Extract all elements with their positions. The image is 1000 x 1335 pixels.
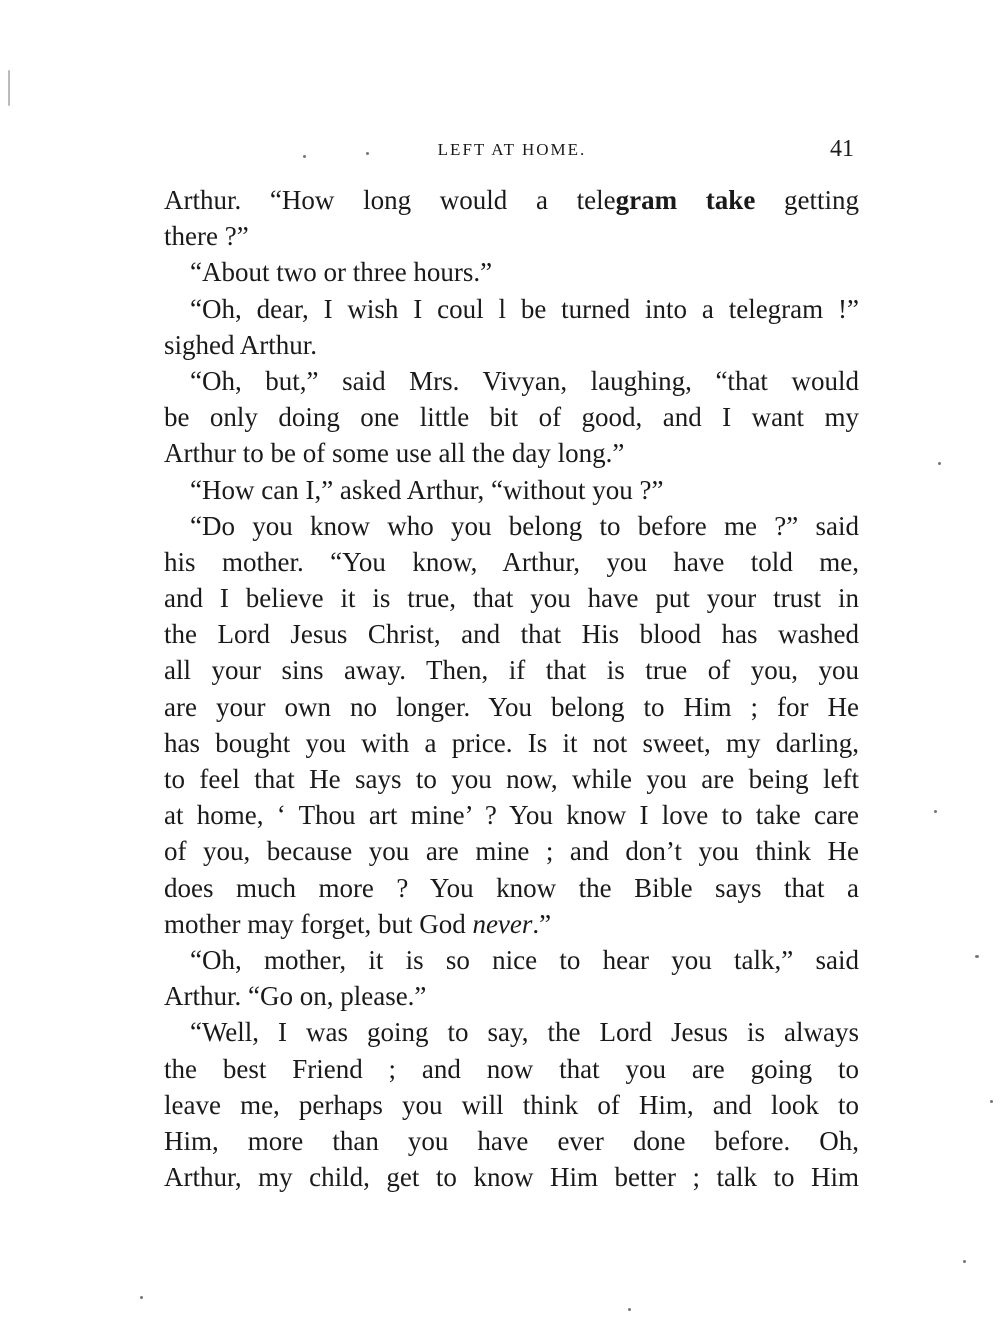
text-line: mother may forget, but God never.” [164,908,552,939]
text-line: “How can I,” asked Arthur, “without you ?” [190,474,664,505]
text-line: “Do you know who you belong to before me ?” said [190,510,859,541]
scan-speck [628,1308,631,1311]
text-line: to feel that He says to you now, while you are being left [164,764,859,794]
scan-speck [934,810,937,813]
text-line: the Lord Jesus Christ, and that His blood has washed [164,619,859,650]
scan-speck [366,152,369,155]
text-line: there ?” [164,221,249,252]
text-line: his mother. “You know, Arthur, you have told me, [164,546,859,577]
text-line: Arthur. “How long would a telegram take getting [164,185,859,215]
text-line: “About two or three hours.” [190,257,493,288]
text-line: of you, because you are mine ; and don’t you think He [164,836,859,867]
running-head [164,136,860,166]
text-line: “Oh, but,” said Mrs. Vivyan, laughing, “that would [190,365,859,396]
chapter-title: LEFT AT HOME. [437,140,587,159]
text-line: does much more ? You know the Bible says that a [164,872,859,903]
text-line: sighed Arthur. [164,329,317,360]
text-line: “Oh, dear, I wish I coul l be turned into a telegram !” [190,293,859,324]
scan-speck [963,1260,966,1263]
scan-speck [140,1296,143,1299]
scan-speck [938,462,941,465]
text-line: “Oh, mother, it is so nice to hear you talk,” said [190,944,859,975]
text-line: Him, more than you have ever done before. Oh, [164,1125,859,1156]
scan-speck [975,955,979,958]
page-number: 41 [830,136,854,162]
text-line: “Well, I was going to say, the Lord Jesus is always [190,1017,859,1048]
scan-speck [8,70,10,106]
scan-speck [990,1100,993,1103]
text-line: the best Friend ; and now that you are going to [164,1053,859,1084]
text-line: are your own no longer. You belong to Him ; for He [164,691,859,722]
scan-speck [303,155,306,158]
text-line: and I believe it is true, that you have put your trust in [164,583,859,614]
text-line: Arthur. “Go on, please.” [164,981,427,1012]
text-line: has bought you with a price. Is it not sweet, my darling, [164,727,859,758]
text-line: all your sins away. Then, if that is true of you, you [164,655,859,686]
bold-text: gram take [615,185,756,215]
text-line: Arthur, my child, get to know Him better ; talk to Him [164,1162,859,1193]
text-line: Arthur to be of some use all the day long.” [164,438,625,469]
text-line: leave me, perhaps you will think of Him, and look to [164,1089,859,1120]
body-text [164,182,859,1195]
italic-text: never [472,908,533,939]
text-line: be only doing one little bit of good, and I want my [164,402,859,433]
text-line: at home, ‘ Thou art mine’ ? You know I love to take care [164,800,859,831]
